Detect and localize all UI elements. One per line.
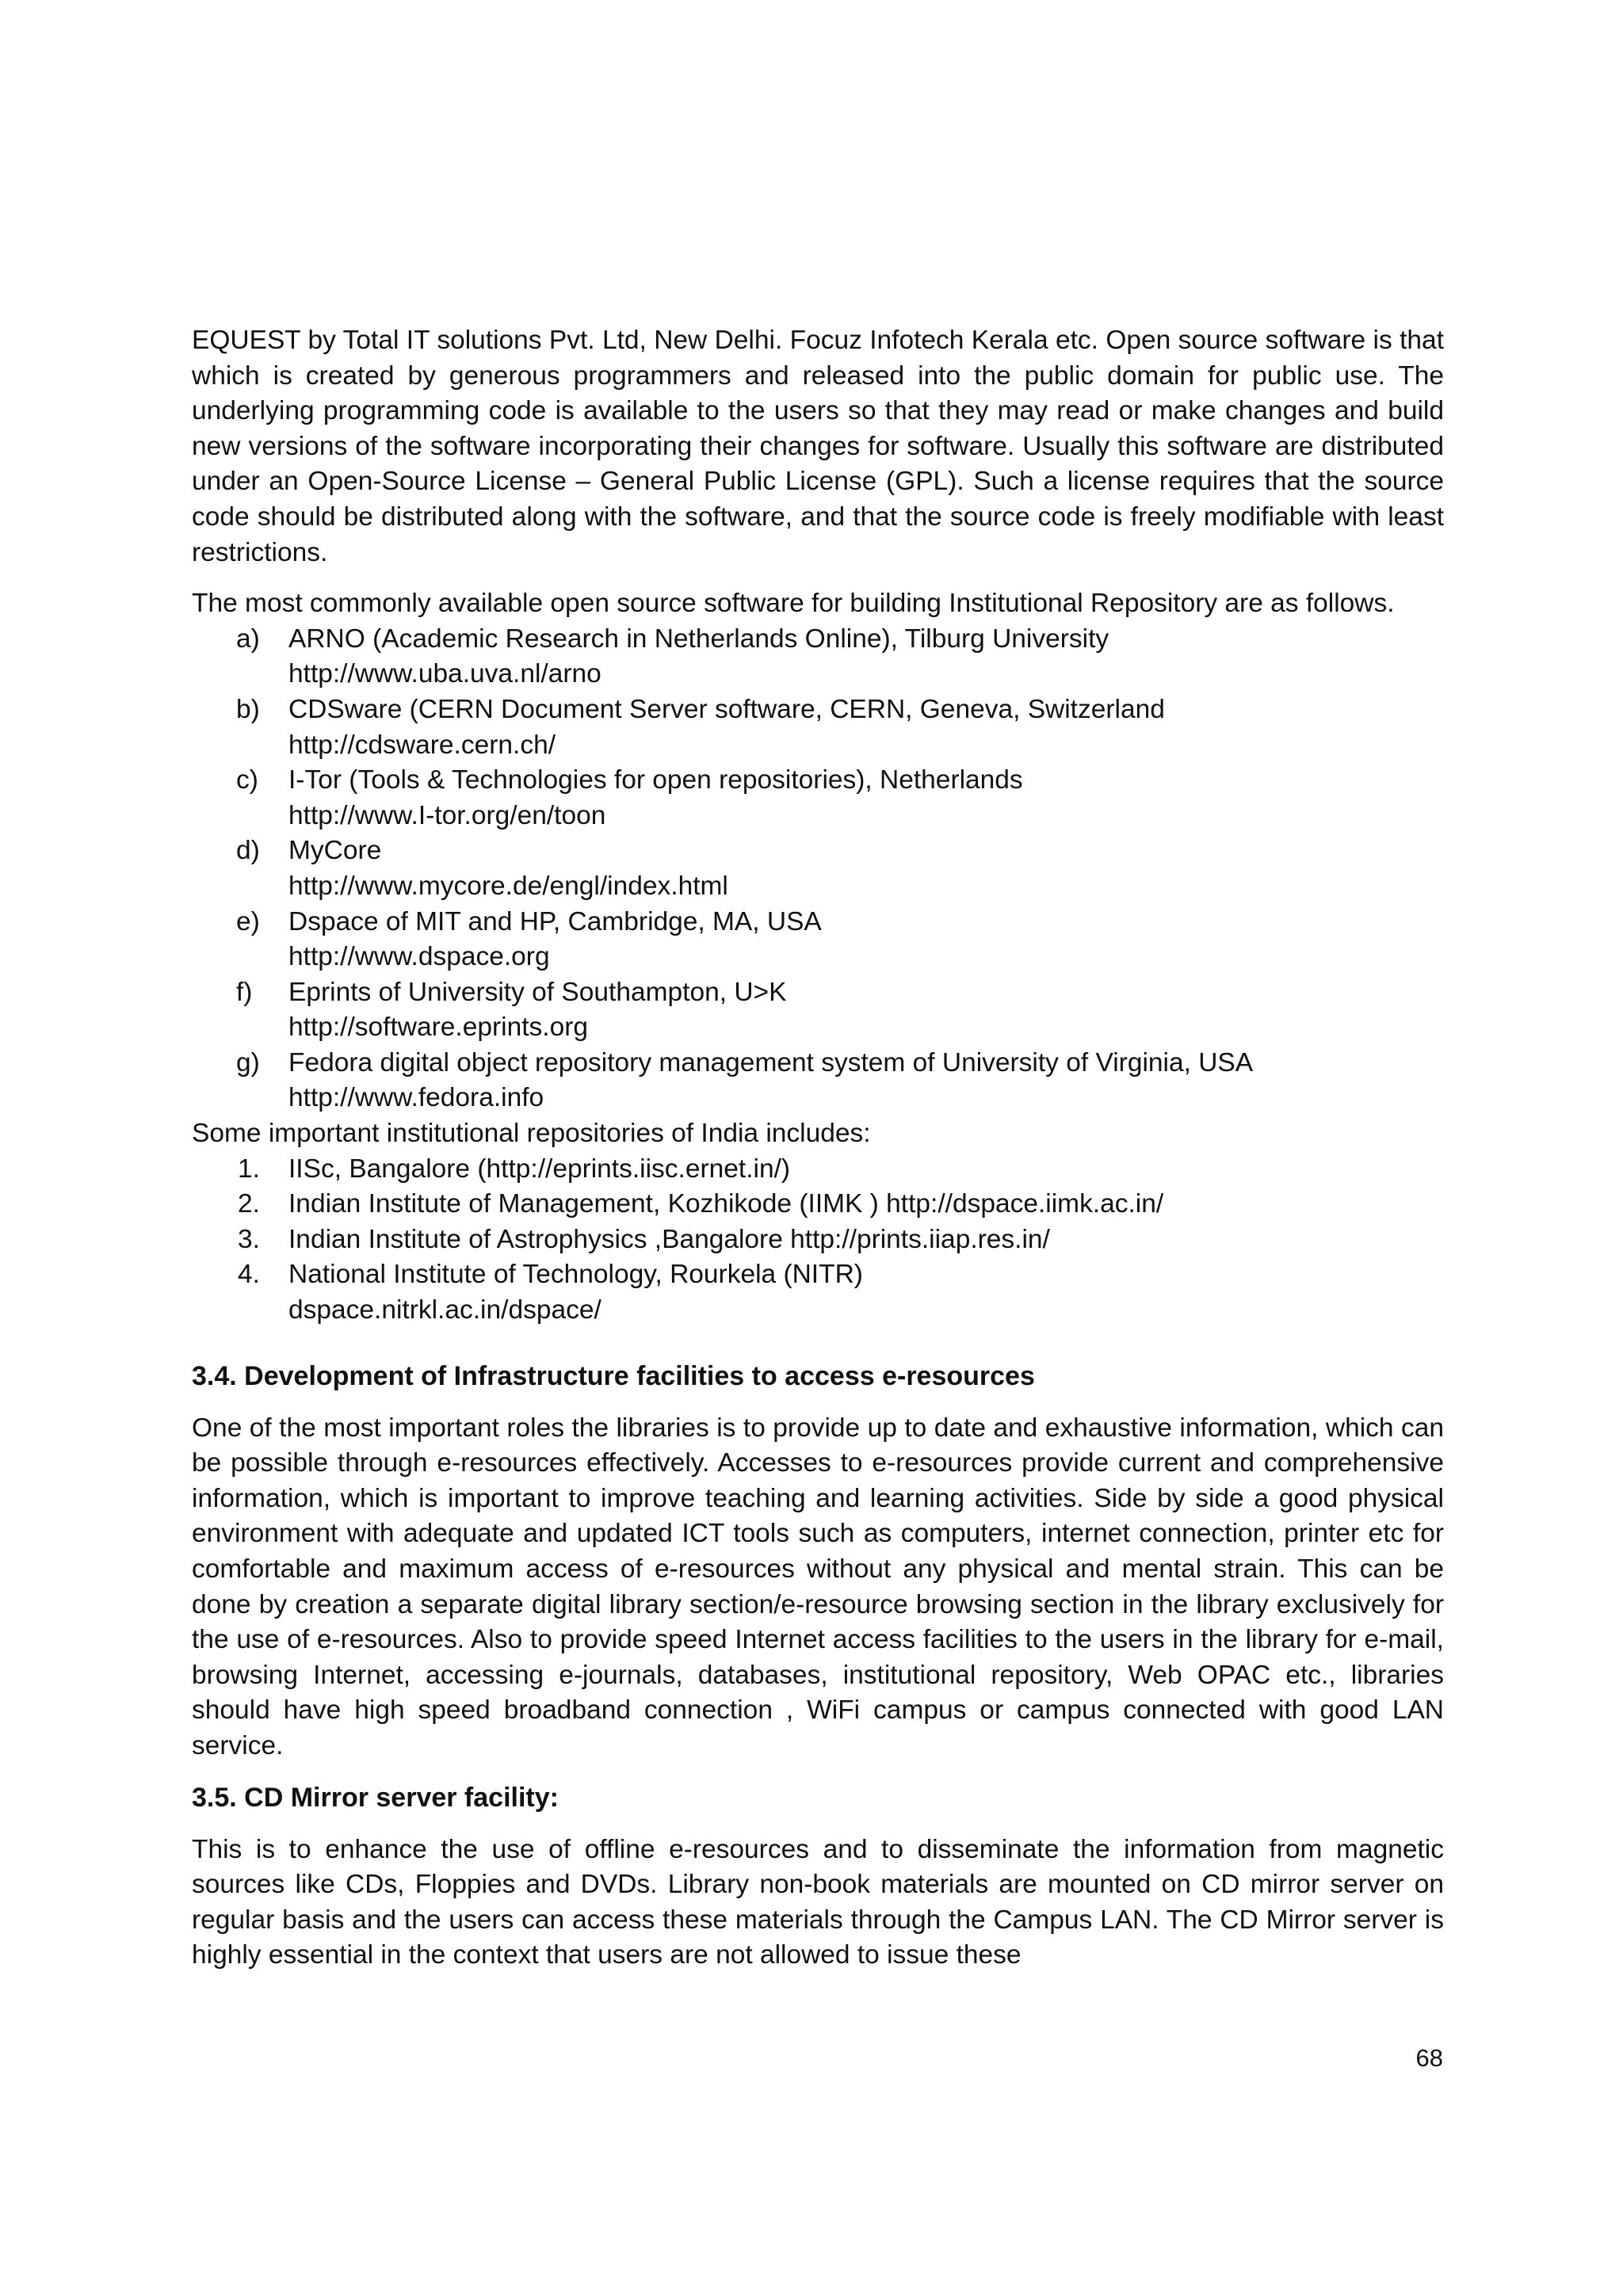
list-item xyxy=(192,1152,1444,1188)
oss-name: I-Tor (Tools & Technologies for open repositories), Netherlands xyxy=(288,765,1023,795)
document-page xyxy=(192,323,1444,1974)
paragraph-infrastructure: One of the most important roles the libraries is to provide up to date and exhaustive information, which can be possible through e-resources effectively. Accesses to e-resources provide current and comprehensive information, which is important to improve teaching and learning activities. Side by side a good physical environment with adequate and updated ICT tools such as computers, internet connection, printer etc for comfortable and maximum access of e-resources without any physical and mental strain. This can be done by creation a separate digital library section/e-resource browsing section in the library exclusively for the use of e-resources. Also to provide speed Internet access facilities to the users in the library for e-mail, browsing Internet, accessing e-journals, databases, institutional repository, Web OPAC etc., libraries should have high speed broadband connection , WiFi campus or campus connected with good LAN service. xyxy=(192,1413,1444,1760)
oss-url: http://software.eprints.org xyxy=(288,1013,588,1043)
list-item xyxy=(192,975,1444,1046)
list-item xyxy=(192,1046,1444,1116)
oss-url: http://www.mycore.de/engl/index.html xyxy=(288,871,728,901)
oss-name: Fedora digital object repository management system of University of Virginia, USA xyxy=(288,1047,1254,1077)
list-item xyxy=(192,1187,1444,1222)
ir-text: National Institute of Technology, Rourkela (NITR) xyxy=(288,1260,863,1290)
list-marker: a) xyxy=(236,624,260,654)
oss-name: ARNO (Academic Research in Netherlands Online), Tilburg University xyxy=(288,624,1109,654)
paragraph-oss-intro: The most commonly available open source software for building Institutional Repository are as follows. xyxy=(192,589,1395,619)
list-item xyxy=(192,905,1444,975)
ir-text: Indian Institute of Astrophysics ,Bangalore http://prints.iiap.res.in/ xyxy=(288,1224,1050,1254)
ir-url: dspace.nitrkl.ac.in/dspace/ xyxy=(288,1295,601,1325)
oss-name: Dspace of MIT and HP, Cambridge, MA, USA xyxy=(288,906,822,936)
section-heading-3-5: 3.5. CD Mirror server facility: xyxy=(192,1782,559,1813)
oss-url: http://www.fedora.info xyxy=(288,1083,544,1113)
oss-url: http://cdsware.cern.ch/ xyxy=(288,730,556,760)
oss-url: http://www.I-tor.org/en/toon xyxy=(288,800,606,830)
ir-text: IISc, Bangalore (http://eprints.iisc.ernet.in/) xyxy=(288,1154,791,1184)
list-marker: b) xyxy=(236,694,260,724)
list-item xyxy=(192,763,1444,833)
ir-list xyxy=(192,1152,1444,1329)
oss-name: MyCore xyxy=(288,836,382,866)
oss-url: http://www.uba.uva.nl/arno xyxy=(288,659,601,689)
list-marker: f) xyxy=(236,977,253,1007)
oss-name: CDSware (CERN Document Server software, CERN, Geneva, Switzerland xyxy=(288,694,1165,724)
oss-url: http://www.dspace.org xyxy=(288,942,550,972)
list-item xyxy=(192,833,1444,904)
list-marker: g) xyxy=(236,1047,260,1077)
list-item xyxy=(192,622,1444,692)
oss-name: Eprints of University of Southampton, U>K xyxy=(288,977,787,1007)
list-marker: 1. xyxy=(238,1154,260,1184)
section-heading-3-4: 3.4. Development of Infrastructure facilities to access e-resources xyxy=(192,1360,1035,1391)
list-item xyxy=(192,1257,1444,1328)
page-number: 68 xyxy=(1415,2044,1443,2072)
paragraph-cd-mirror: This is to enhance the use of offline e-resources and to disseminate the information from magnetic sources like CDs, Floppies and DVDs. Library non-book materials are mounted on CD mirror server on regular basis and the users can access these materials through the Campus LAN. The CD Mirror server is highly essential in the context that users are not allowed to issue these xyxy=(192,1834,1444,1970)
paragraph-open-source: EQUEST by Total IT solutions Pvt. Ltd, New Delhi. Focuz Infotech Kerala etc. Open source software is that which is created by generous programmers and released into the public domain for public use. The underlying programming code is available to the users so that they may read or make changes and build new versions of the software incorporating their changes for software. Usually this software are distributed under an Open-Source License – General Public License (GPL). Such a license requires that the source code should be distributed along with the software, and that the source code is freely modifiable with least restrictions. xyxy=(192,326,1444,567)
list-marker: e) xyxy=(236,906,260,936)
oss-list xyxy=(192,622,1444,1116)
list-item xyxy=(192,1222,1444,1258)
list-item xyxy=(192,692,1444,763)
list-marker: d) xyxy=(236,836,260,866)
list-marker: 4. xyxy=(238,1260,260,1290)
paragraph-ir-intro: Some important institutional repositories of India includes: xyxy=(192,1119,871,1149)
ir-text: Indian Institute of Management, Kozhikode (IIMK ) http://dspace.iimk.ac.in/ xyxy=(288,1189,1164,1219)
list-marker: 3. xyxy=(238,1224,260,1254)
list-marker: c) xyxy=(236,765,258,795)
list-marker: 2. xyxy=(238,1189,260,1219)
